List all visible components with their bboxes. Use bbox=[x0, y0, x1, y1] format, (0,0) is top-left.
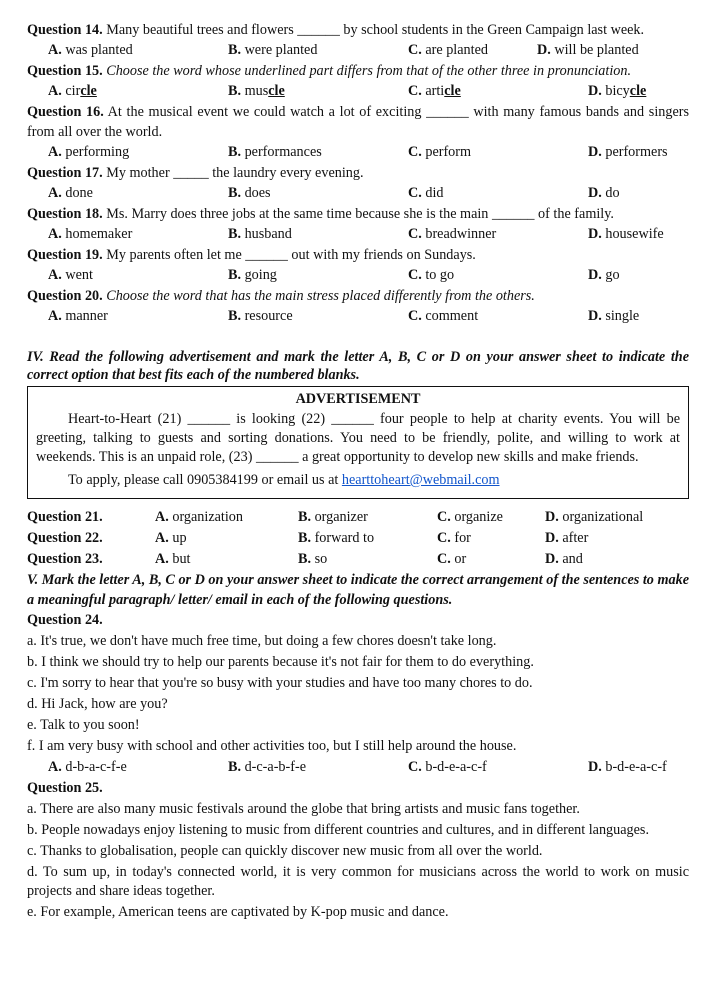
section-iv-instructions: IV. Read the following advertisement and mark the letter A, B, C or D on your answer sheet to indicate the correct option that best fits each of the numbered blanks. bbox=[27, 349, 689, 383]
sentence-a: a. It's true, we don't have much free time, but doing a few chores doesn't take long. bbox=[27, 633, 497, 649]
option-a[interactable]: A. went bbox=[48, 267, 93, 283]
option-b[interactable]: B. so bbox=[298, 551, 328, 567]
option-a[interactable]: A. homemaker bbox=[48, 226, 133, 242]
option-c[interactable]: C. organize bbox=[437, 509, 503, 525]
option-a[interactable]: A. performing bbox=[48, 144, 130, 160]
option-b[interactable]: B. resource bbox=[228, 308, 293, 324]
question-20 bbox=[27, 286, 689, 306]
question-label: Question 19. bbox=[27, 247, 103, 263]
option-c[interactable]: C. b-d-e-a-c-f bbox=[408, 759, 487, 775]
question-text: Choose the word that has the main stress placed differently from the others. bbox=[102, 288, 535, 304]
question-text: At the musical event we could watch a lot of exciting ______ with many famous bands and singers from all over the world. bbox=[27, 104, 689, 140]
question-label: Question 17. bbox=[27, 165, 103, 181]
option-b[interactable]: B. d-c-a-b-f-e bbox=[228, 759, 306, 775]
question-14 bbox=[27, 20, 689, 40]
question-label: Question 18. bbox=[27, 206, 103, 222]
question-text: My parents often let me ______ out with my friends on Sundays. bbox=[102, 247, 476, 263]
option-a[interactable]: A. organization bbox=[155, 509, 243, 525]
option-d[interactable]: D. do bbox=[588, 185, 620, 201]
question-24 bbox=[27, 610, 689, 631]
question-label: Question 22. bbox=[27, 530, 103, 546]
advertisement-title: ADVERTISEMENT bbox=[295, 391, 421, 407]
option-d[interactable]: D. organizational bbox=[545, 509, 644, 525]
options-q14 bbox=[27, 40, 689, 61]
option-c[interactable]: C. breadwinner bbox=[408, 226, 497, 242]
question-15 bbox=[27, 61, 689, 81]
sentence-d: d. Hi Jack, how are you? bbox=[27, 696, 168, 712]
question-text: Ms. Marry does three jobs at the same time because she is the main ______ of the family. bbox=[102, 206, 614, 222]
option-b[interactable]: B. going bbox=[228, 267, 277, 283]
section-v-instructions: V. Mark the letter A, B, C or D on your answer sheet to indicate the correct arrangement of the sentences to make a meaningful paragraph/ letter/ email in each of the following questions. bbox=[27, 572, 689, 608]
option-d[interactable]: D. housewife bbox=[588, 226, 664, 242]
option-b[interactable]: B. husband bbox=[228, 226, 292, 242]
options-q15 bbox=[27, 81, 689, 102]
option-a[interactable]: A. done bbox=[48, 185, 93, 201]
question-label: Question 15. bbox=[27, 63, 103, 79]
option-c[interactable]: C. did bbox=[408, 185, 444, 201]
options-q24 bbox=[27, 757, 689, 778]
option-a[interactable]: A. manner bbox=[48, 308, 108, 324]
sentence-a: a. There are also many music festivals around the globe that bring artists and music fans together. bbox=[27, 801, 580, 817]
option-d[interactable]: D. will be planted bbox=[537, 42, 639, 58]
question-text: Many beautiful trees and flowers ______ by school students in the Green Campaign last week. bbox=[102, 22, 645, 38]
question-label: Question 20. bbox=[27, 288, 103, 304]
sentence-c: c. Thanks to globalisation, people can quickly discover new music from all over the world. bbox=[27, 843, 543, 859]
options-q17 bbox=[27, 183, 689, 204]
option-d[interactable]: D. b-d-e-a-c-f bbox=[588, 759, 667, 775]
question-23 bbox=[27, 549, 689, 570]
sentence-d: d. To sum up, in today's connected world, it is very common for musicians across the world to work on music projects and share ideas together. bbox=[27, 864, 689, 899]
sentence-b: b. People nowadays enjoy listening to music from different countries and cultures, and in different languages. bbox=[27, 822, 649, 838]
question-16 bbox=[27, 102, 689, 142]
question-17 bbox=[27, 163, 689, 183]
question-text: My mother _____ the laundry every evening. bbox=[102, 165, 364, 181]
options-q18 bbox=[27, 224, 689, 245]
question-label: Question 21. bbox=[27, 509, 103, 525]
option-c[interactable]: C. or bbox=[437, 551, 467, 567]
option-c[interactable]: C. for bbox=[437, 530, 471, 546]
option-b[interactable]: B. does bbox=[228, 185, 271, 201]
question-18 bbox=[27, 204, 689, 224]
sentence-b: b. I think we should try to help our parents because it's not fair for them to do everything. bbox=[27, 654, 534, 670]
option-a[interactable]: A. up bbox=[155, 530, 187, 546]
option-b[interactable]: B. organizer bbox=[298, 509, 368, 525]
option-d[interactable]: D. after bbox=[545, 530, 589, 546]
advertisement-box bbox=[27, 386, 689, 499]
spacer bbox=[27, 327, 689, 348]
exam-page bbox=[27, 20, 689, 923]
options-q16 bbox=[27, 142, 689, 163]
advertisement-apply: To apply, please call 0905384199 or email us at hearttoheart@webmail.com bbox=[68, 472, 500, 488]
option-d[interactable]: D. bicycle bbox=[588, 83, 647, 99]
question-22 bbox=[27, 528, 689, 549]
option-b[interactable]: B. performances bbox=[228, 144, 322, 160]
sentence-e: e. For example, American teens are captivated by K-pop music and dance. bbox=[27, 904, 449, 920]
advertisement-body: Heart-to-Heart (21) ______ is looking (22) ______ four people to help at charity events. You will be greeting, talking to guests and sorting donations. You need to be friendly, polite, and willing to work at weekends. This is an unpaid role, (23) ______ a great opportunity to develop new skills and make friends. bbox=[36, 411, 680, 465]
option-c[interactable]: C. to go bbox=[408, 267, 455, 283]
question-text: Choose the word whose underlined part differs from that of the other three in pronunciation. bbox=[102, 63, 632, 79]
option-b[interactable]: B. were planted bbox=[228, 42, 318, 58]
option-a[interactable]: A. circle bbox=[48, 83, 97, 99]
option-c[interactable]: C. perform bbox=[408, 144, 472, 160]
option-a[interactable]: A. d-b-a-c-f-e bbox=[48, 759, 127, 775]
option-d[interactable]: D. performers bbox=[588, 144, 668, 160]
option-d[interactable]: D. and bbox=[545, 551, 583, 567]
question-label: Question 23. bbox=[27, 551, 103, 567]
question-label: Question 24. bbox=[27, 612, 103, 628]
option-d[interactable]: D. single bbox=[588, 308, 640, 324]
option-d[interactable]: D. go bbox=[588, 267, 620, 283]
question-25 bbox=[27, 778, 689, 799]
sentence-e: e. Talk to you soon! bbox=[27, 717, 140, 733]
options-q19 bbox=[27, 265, 689, 286]
sentence-c: c. I'm sorry to hear that you're so busy with your studies and have too many chores to do. bbox=[27, 675, 533, 691]
question-label: Question 25. bbox=[27, 780, 103, 796]
option-b[interactable]: B. muscle bbox=[228, 83, 285, 99]
option-a[interactable]: A. was planted bbox=[48, 42, 133, 58]
option-c[interactable]: C. comment bbox=[408, 308, 479, 324]
option-c[interactable]: C. are planted bbox=[408, 42, 488, 58]
question-21 bbox=[27, 507, 689, 528]
email-link[interactable]: hearttoheart@webmail.com bbox=[341, 472, 500, 488]
options-q20 bbox=[27, 306, 689, 327]
option-b[interactable]: B. forward to bbox=[298, 530, 375, 546]
option-c[interactable]: C. article bbox=[408, 83, 461, 99]
question-label: Question 16. bbox=[27, 104, 104, 120]
question-label: Question 14. bbox=[27, 22, 103, 38]
question-19 bbox=[27, 245, 689, 265]
option-a[interactable]: A. but bbox=[155, 551, 191, 567]
sentence-f: f. I am very busy with school and other activities too, but I still help around the house. bbox=[27, 738, 517, 754]
